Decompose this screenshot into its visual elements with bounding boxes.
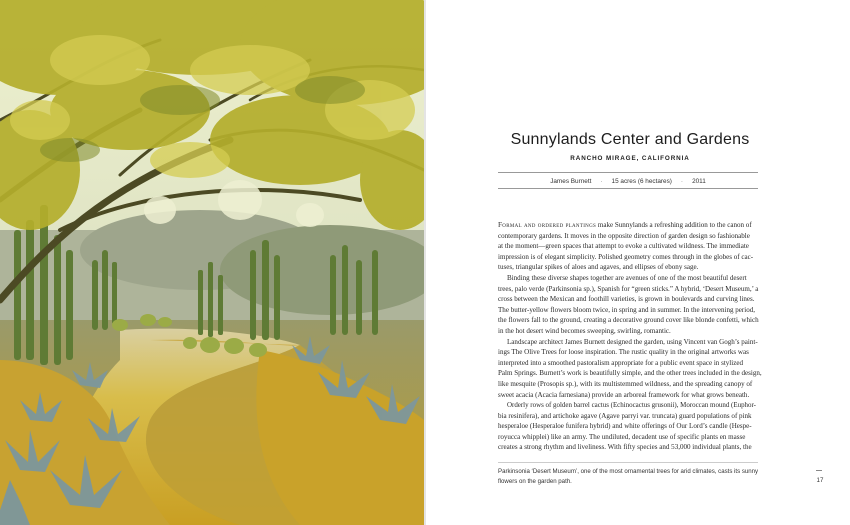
text-line: sweet acacia (Acacia farnesiana) provide an arboreal framework for what grows beneath. [498,390,750,399]
text-line: creates a strong rhythm and liveliness. With fifty species and 53,000 individual plants, the [498,443,752,452]
garden-photo [0,0,424,525]
paragraph-3 [498,337,762,401]
text-line: The butter-yellow flowers bloom twice, in spring and in summer. In the intervening period, [498,305,756,314]
text-line: at the moment—green spaces that attempt to evoke a cultivated wildness. The immediate [498,242,749,251]
lead-in: Formal and ordered plantings [498,221,597,229]
text-line: hesperaloe (Hesperaloe funifera hybrid) and white offerings of Our Lord’s candle (Hespe- [498,422,752,431]
meta-separator: · [600,177,603,185]
text-line: like mesquite (Prosopis sp.), with its multistemmed wildness, and the spreading canopy of [498,379,753,388]
text-line: trees, palo verde (Parkinsonia sp.), Spanish for “green sticks.” A hybrid, ‘Desert Museum,’ a [498,284,759,293]
text-line: Binding these diverse shapes together are avenues of one of the most beautiful desert [507,273,747,282]
designer-name: James Burnett [550,177,592,185]
text-line: bia resinifera), and artichoke agave (Agave parryi var. truncata) guard populations of pink [498,411,752,420]
garden-size: 15 acres (6 hectares) [611,177,672,185]
meta-separator: · [680,177,684,185]
text-line: ings The Olive Trees for loose inspiration. The rustic quality in the original artworks was [498,348,749,357]
garden-year: 2011 [692,177,706,185]
garden-meta [498,175,758,187]
text-line: Palm Springs. Burnett’s work is beautifully simple, and the other trees included in the design, [498,369,762,378]
meta-bottom-rule [498,188,758,189]
body-text [498,220,762,453]
folio-dash [816,470,822,471]
text-line: cross between the Mexican and foothill varieties, is grown in boulevards and curving lines. [498,295,755,304]
paragraph-1 [498,220,758,273]
photo-caption: Parkinsonia ‘Desert Museum’, one of the most ornamental trees for arid climates, casts its sunny flowers on the garden path. [498,468,759,486]
page-title: Sunnylands Center and Gardens [510,131,750,148]
text-page [426,0,850,525]
caption-rule [498,462,758,463]
text-line: the flowers fall to the ground, creating a decorative ground cover like blonde confetti, which [498,316,759,325]
text-line: royucca whipplei) like an army. The undiluted, decadent use of specific plants en masse [498,432,746,441]
text-line: Orderly rows of golden barrel cactus (Echinocactus grusonii), Moroccan mound (Euphor- [507,401,756,410]
text-line: tuses, triangular spikes of aloes and agaves, and ellipses of ebony sage. [498,263,699,272]
text-line: Formal and ordered plantings make Sunnylands a refreshing addition to the canon of [498,221,752,229]
paragraph-4 [498,400,758,453]
paragraph-2 [498,273,758,337]
text-line: in the hot desert wind becomes sweeping, swirling, romantic. [498,326,671,335]
text-line: Landscape architect James Burnett designed the garden, using Vincent van Gogh’s paint- [507,337,758,346]
meta-top-rule [498,172,758,173]
text-line: interpreted into a smoothed pastoralism appropriate for a public event space in stylized [498,358,743,367]
page-number: 17 [816,477,824,484]
location-subtitle: RANCHO MIRAGE, CALIFORNIA [570,155,690,162]
text-line: impression is of elegant simplicity. Polished geometry comes through in the globes of cac- [498,252,754,261]
text-line: contemporary gardens. It moves in the opposite direction of garden design so fashionable [498,231,750,240]
